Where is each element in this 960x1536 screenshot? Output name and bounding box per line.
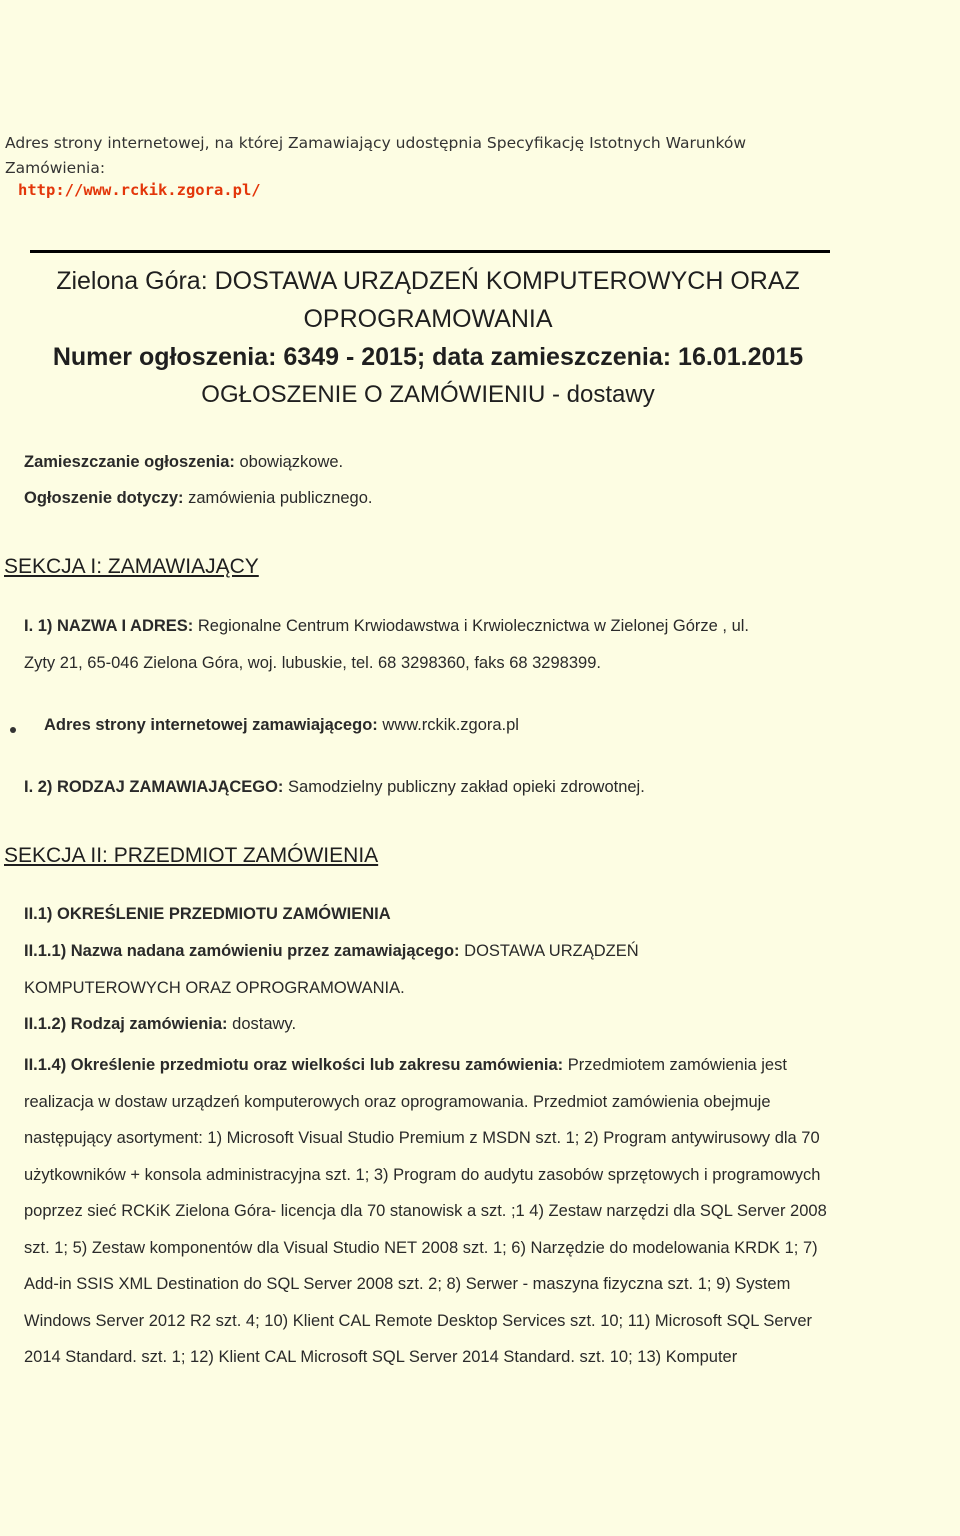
bullet-icon [10,727,16,733]
section2-name-line1 [24,942,639,961]
section2-desc-value: Przedmiotem zamówienia jest realizacja w dostaw urządzeń komputerowych oraz oprogramowania. Przedmiot zamówienia obejmuje następujący asortyment: 1) Microsoft Visual Studio Premium z MSDN szt. 1; 2) Program antywirusowy dla 70 użytkowników + konsola administracyjna szt. 1; 3) Program do audytu zasobów sprzętowych i programowych poprzez sieć RCKiK Zielona Góra- licencja dla 70 stanowisk a szt. ;1 4) Zestaw narzędzi dla SQL Server 2008 szt. 1; 5) Zestaw komponentów dla Visual Studio NET 2008 szt. 1; 6) Narzędzie do modelowania KRDK 1; 7) Add-in SSIS XML Destination do SQL Server 2008 szt. 2; 8) Serwer - maszyna fizyczna szt. 1; 9) System Windows Server 2012 R2 szt. 4; 10) Klient CAL Remote Desktop Services szt. 10; 11) Microsoft SQL Server 2014 Standard. szt. 1; 12) Klient CAL Microsoft SQL Server 2014 Standard. szt. 10; 13) Komputer [24,1056,827,1366]
title-line1: Zielona Góra: DOSTAWA URZĄDZEŃ KOMPUTEROWYCH ORAZ [56,267,800,295]
placement-value: obowiązkowe. [239,453,344,471]
section1-name-label: I. 1) NAZWA I ADRES: [24,617,194,635]
section1-heading: SEKCJA I: ZAMAWIAJĄCY [4,555,259,578]
section2-description [24,1047,839,1376]
spec-url-intro: Adres strony internetowej, na której Zamawiający udostępnia Specyfikację Istotnych Warunków Zamówienia: [5,134,747,177]
notice-title [28,262,828,414]
section2-kind-label: II.1.2) Rodzaj zamówienia: [24,1015,228,1033]
section1-name-line2: Zyty 21, 65-046 Zielona Góra, woj. lubuskie, tel. 68 3298360, faks 68 3298399. [24,654,601,672]
section1-kind-line [24,778,645,797]
concerns-value: zamówienia publicznego. [188,489,373,507]
section1-www-line [44,716,519,735]
section1-www-value[interactable]: www.rckik.zgora.pl [382,716,519,734]
placement-line [24,453,343,472]
section2-kind-value: dostawy. [232,1015,297,1033]
section1-kind-label: I. 2) RODZAJ ZAMAWIAJĄCEGO: [24,778,284,796]
section1-www-label: Adres strony internetowej zamawiającego: [44,716,378,734]
section2-desc-label: II.1.4) Określenie przedmiotu oraz wielkości lub zakresu zamówienia: [24,1056,564,1074]
concerns-label: Ogłoszenie dotyczy: [24,489,184,507]
section2-kind-line [24,1015,296,1034]
section2-heading: SEKCJA II: PRZEDMIOT ZAMÓWIENIA [4,844,379,867]
notice-number: Numer ogłoszenia: 6349 - 2015; data zamieszczenia: 16.01.2015 [52,343,804,371]
section2-name-line2: KOMPUTEROWYCH ORAZ OPROGRAMOWANIA. [24,979,405,997]
section1-kind-value: Samodzielny publiczny zakład opieki zdrowotnej. [288,778,645,796]
section1-name-line1 [24,617,749,636]
title-line2: OPROGRAMOWANIA [303,305,553,333]
section2-name-label: II.1.1) Nazwa nadana zamówieniu przez zamawiającego: [24,942,460,960]
spec-url-link[interactable]: http://www.rckik.zgora.pl/ [18,181,261,199]
section1-name-value1: Regionalne Centrum Krwiodawstwa i Krwiolecznictwa w Zielonej Górze , ul. [197,617,750,635]
notice-type: OGŁOSZENIE O ZAMÓWIENIU - dostawy [201,381,655,408]
section2-subheading: II.1) OKREŚLENIE PRZEDMIOTU ZAMÓWIENIA [24,905,391,923]
horizontal-rule [30,250,830,253]
concerns-line [24,489,373,508]
section2-name-value1: DOSTAWA URZĄDZEŃ [464,942,639,960]
placement-label: Zamieszczanie ogłoszenia: [24,453,235,471]
